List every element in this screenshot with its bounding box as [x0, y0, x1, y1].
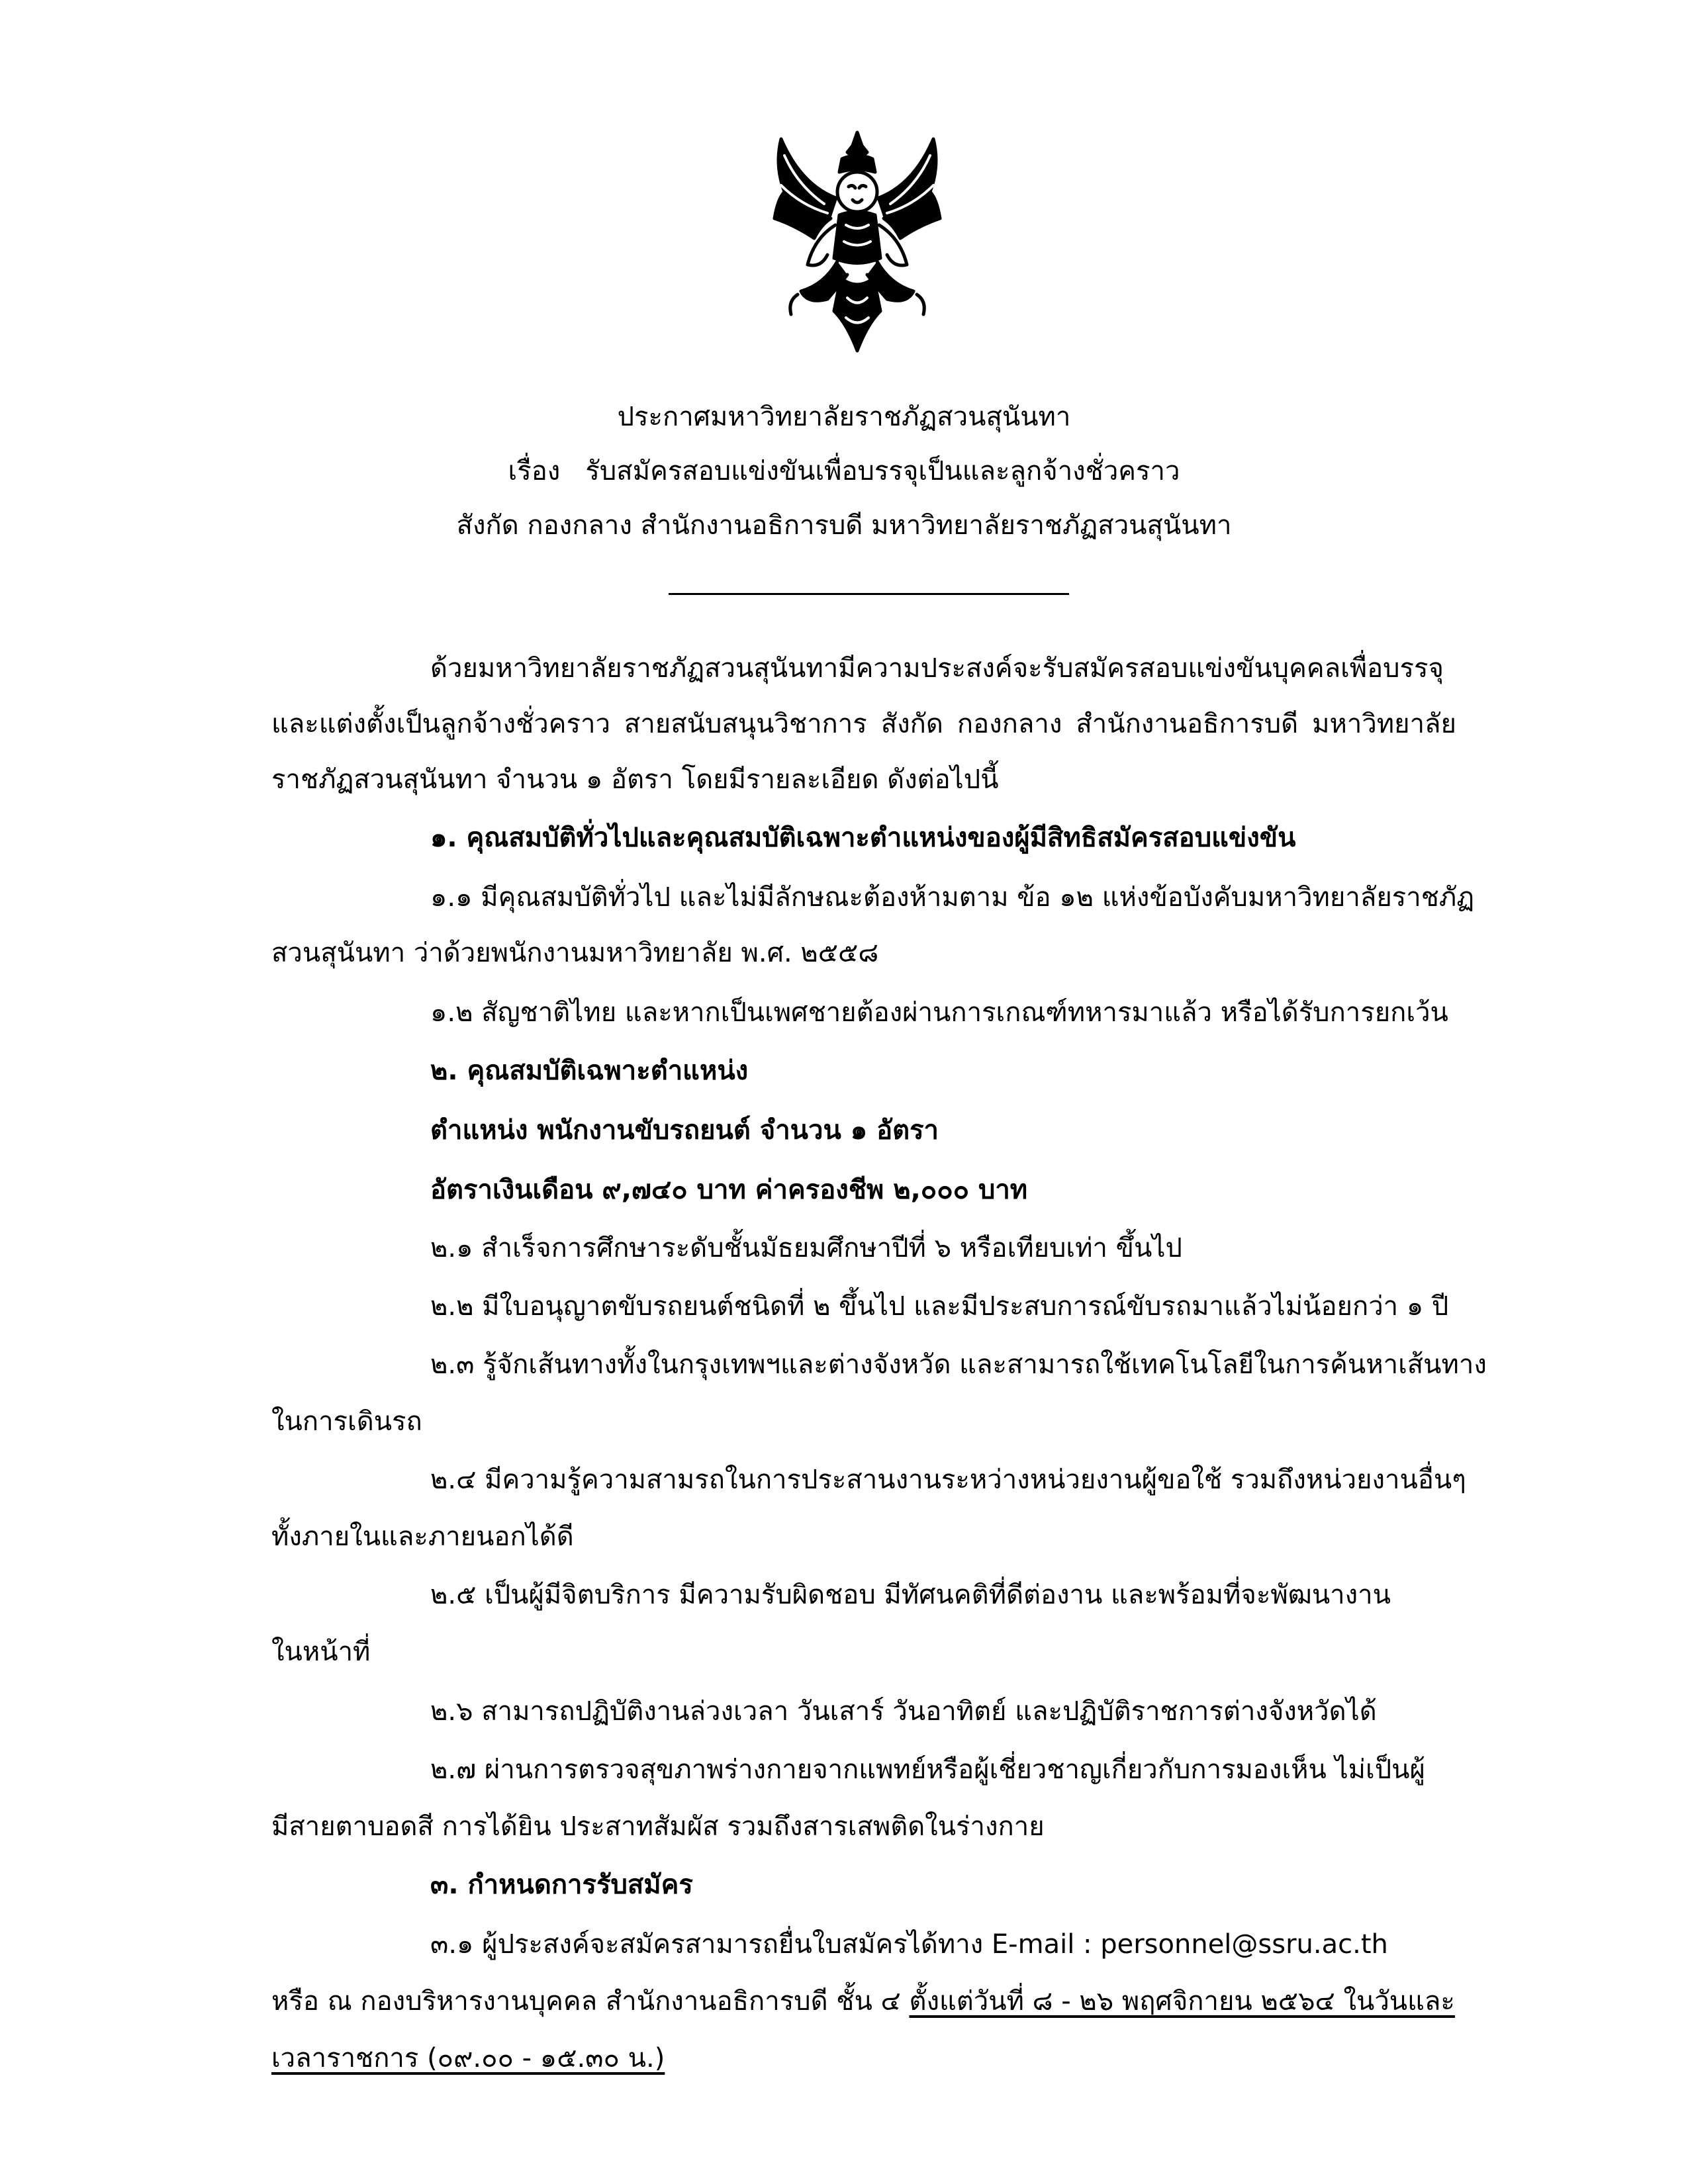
announcement-title: ประกาศมหาวิทยาลัยราชภัฏสวนสุนันทา [617, 402, 1071, 432]
section-2-item-2: ๒.๒ มีใบอนุญาตขับรถยนต์ชนิดที่ ๒ ขึ้นไป และมีประสบการณ์ขับรถมาแล้วไม่น้อยกว่า ๑ ปี [430, 1291, 1449, 1322]
section-2-item-3-line-1: ๒.๓ รู้จักเส้นทางทั้งในกรุงเทพฯและต่างจังหวัด และสามารถใช้เทคโนโลยีในการค้นหาเส้นทาง [430, 1349, 1487, 1380]
section-1-item-1-line-1: ๑.๑ มีคุณสมบัติทั่วไป และไม่มีลักษณะต้องห้ามตาม ข้อ ๑๒ แห่งข้อบังคับมหาวิทยาลัยราชภัฏ [430, 882, 1475, 913]
announcement-affiliation: สังกัด กองกลาง สำนักงานอธิการบดี มหาวิทยาลัยราชภัฏสวนสุนันทา [456, 510, 1232, 541]
application-hours: เวลาราชการ (๐๙.๐๐ - ๑๕.๓๐ น.) [271, 2043, 665, 2073]
application-dates: ตั้งแต่วันที่ ๘ - ๒๖ พฤศจิกายน ๒๕๖๔ ในวันและ [909, 1986, 1455, 2017]
section-2-item-1: ๒.๑ สำเร็จการศึกษาระดับชั้นมัธยมศึกษาปีที่ ๖ หรือเทียบเท่า ขึ้นไป [430, 1233, 1182, 1263]
section-3-item-1-line-1: ๓.๑ ผู้ประสงค์จะสมัครสามารถยื่นใบสมัครได้ทาง E-mail : personnel@ssru.ac.th [430, 1929, 1388, 1960]
section-2-item-7-line-2: มีสายตาบอดสี การได้ยิน ประสาทสัมผัส รวมถึงสารเสพติดในร่างกาย [271, 1811, 1045, 1842]
section-2-item-4-line-2: ทั้งภายในและภายนอกได้ดี [271, 1522, 574, 1552]
section-2-item-7-line-1: ๒.๗ ผ่านการตรวจสุขภาพร่างกายจากแพทย์หรือผู้เชี่ยวชาญเกี่ยวกับการมองเห็น ไม่เป็นผู้ [430, 1754, 1425, 1785]
intro-line-1: ด้วยมหาวิทยาลัยราชภัฏสวนสุนันทามีความประสงค์จะรับสมัครสอบแข่งขันบุคคลเพื่อบรรจุ [430, 653, 1444, 684]
section-2-item-4-line-1: ๒.๔ มีความรู้ความสามรถในการประสานงานระหว่างหน่วยงานผู้ขอใช้ รวมถึงหน่วยงานอื่นๆ [430, 1465, 1466, 1495]
intro-line-3: ราชภัฏสวนสุนันทา จำนวน ๑ อัตรา โดยมีรายละเอียด ดังต่อไปนี้ [271, 764, 999, 795]
subject-label: เรื่อง [508, 456, 561, 486]
section-2-item-6: ๒.๖ สามารถปฏิบัติงานล่วงเวลา วันเสาร์ วันอาทิตย์ และปฏิบัติราชการต่างจังหวัดได้ [430, 1696, 1377, 1727]
section-1-item-1-line-2: สวนสุนันทา ว่าด้วยพนักงานมหาวิทยาลัย พ.ศ. ๒๕๕๘ [271, 938, 879, 968]
announcement-subject-line [0, 451, 1688, 491]
intro-line-2: และแต่งตั้งเป็นลูกจ้างชั่วคราว สายสนับสนุนวิชาการ สังกัด กองกลาง สำนักงานอธิการบดี มหาวิทยาลัย [271, 709, 1456, 739]
subject-text: รับสมัครสอบแข่งขันเพื่อบรรจุเป็นและลูกจ้างชั่วคราว [585, 456, 1180, 486]
garuda-emblem-icon [761, 126, 953, 364]
section-2-item-5-line-1: ๒.๕ เป็นผู้มีจิตบริการ มีความรับผิดชอบ มีทัศนคติที่ดีต่องาน และพร้อมที่จะพัฒนางาน [430, 1580, 1391, 1610]
salary-info: อัตราเงินเดือน ๙,๗๔๐ บาท ค่าครองชีพ ๒,๐๐๐ บาท [430, 1175, 1028, 1205]
title-divider [669, 593, 1069, 595]
position-title: ตำแหน่ง พนักงานขับรถยนต์ จำนวน ๑ อัตรา [430, 1115, 939, 1146]
section-1-heading: ๑. คุณสมบัติทั่วไปและคุณสมบัติเฉพาะตำแหน่งของผู้มีสิทธิสมัครสอบแข่งขัน [430, 823, 1296, 853]
section-2-item-3-line-2: ในการเดินรถ [271, 1406, 422, 1437]
section-2-heading: ๒. คุณสมบัติเฉพาะตำแหน่ง [430, 1056, 749, 1086]
section-1-item-2: ๑.๒ สัญชาติไทย และหากเป็นเพศชายต้องผ่านการเกณฑ์ทหารมาแล้ว หรือได้รับการยกเว้น [430, 997, 1448, 1028]
section-3-item-1-line-2 [271, 1981, 1455, 2021]
section-3-heading: ๓. กำหนดการรับสมัคร [430, 1870, 693, 1900]
application-location: หรือ ณ กองบริหารงานบุคคล สำนักงานอธิการบดี ชั้น ๔ [271, 1986, 910, 2017]
section-2-item-5-line-2: ในหน้าที่ [271, 1637, 371, 1667]
